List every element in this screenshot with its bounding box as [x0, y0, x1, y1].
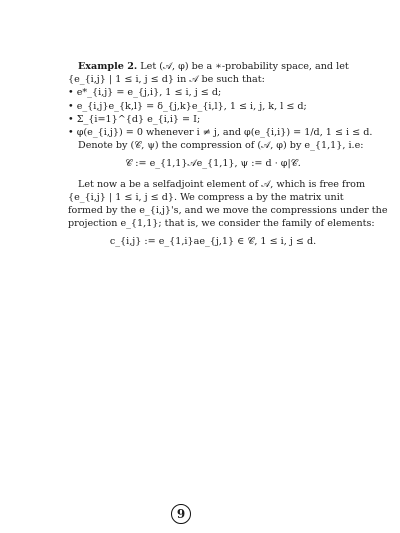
denote-line: Denote by (𝒞, ψ) the compression of (𝒜, φ) by e_{1,1}, i.e: — [78, 140, 364, 152]
example-block — [68, 60, 388, 256]
page-number-circle — [171, 504, 191, 524]
example-intro: Let (𝒜, φ) be a ∗-probability space, and let — [140, 61, 349, 72]
page-number: 9 — [176, 507, 186, 521]
example-first-line — [68, 60, 358, 73]
para2-line-1: Let now a be a selfadjoint element of 𝒜, which is free from — [78, 178, 366, 190]
bullet-4: • φ(e_{i,j}) = 0 whenever i ≠ j, and φ(e_{i,i}) = 1/d, 1 ≤ i ≤ d. — [68, 127, 373, 139]
example-heading: Example 2. — [78, 61, 138, 72]
display-equation-2: c_{i,j} := e_{1,i}ae_{j,1} ∈ 𝒞, 1 ≤ i, j ≤ d. — [109, 236, 317, 248]
para2-line-4: projection e_{1,1}; that is, we consider the family of elements: — [68, 218, 375, 230]
para2-line-2: {e_{i,j} | 1 ≤ i, j ≤ d}. We compress a by the matrix unit — [68, 191, 344, 203]
display-equation-1: 𝒞 := e_{1,1}𝒜e_{1,1}, ψ := d · φ|𝒞. — [125, 158, 301, 170]
para2-line-3: formed by the e_{i,j}'s, and we move the compressions under the — [68, 205, 388, 217]
bullet-3: • Σ_{i=1}^{d} e_{i,i} = I; — [68, 113, 201, 125]
example-intro-line-2: {e_{i,j} | 1 ≤ i, j ≤ d} in 𝒜 be such that: — [68, 74, 265, 86]
bullet-2: • e_{i,j}e_{k,l} = δ_{j,k}e_{i,l}, 1 ≤ i, j, k, l ≤ d; — [68, 100, 307, 112]
bullet-1: • e*_{i,j} = e_{j,i}, 1 ≤ i, j ≤ d; — [68, 87, 222, 99]
